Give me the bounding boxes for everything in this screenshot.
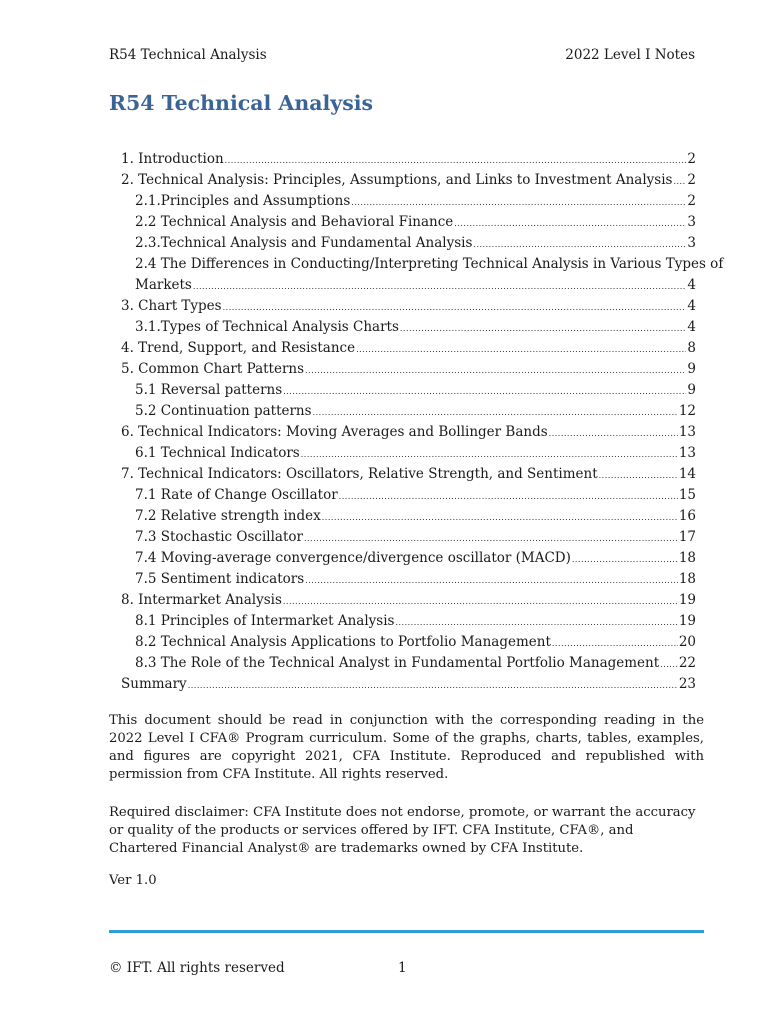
toc-entry[interactable] bbox=[121, 548, 696, 569]
toc-dot-leader bbox=[400, 318, 687, 339]
footer-page-number: 1 bbox=[398, 960, 407, 976]
toc-page-number: 2 bbox=[687, 172, 696, 188]
toc-entry-label: 1. Introduction bbox=[121, 151, 224, 167]
toc-entry-label: Summary bbox=[121, 676, 187, 692]
toc-entry-label: 4. Trend, Support, and Resistance bbox=[121, 340, 356, 356]
toc-entry-label: 6.1 Technical Indicators bbox=[135, 445, 300, 461]
toc-page-number: 15 bbox=[678, 487, 696, 503]
toc-entry-label: 5.1 Reversal patterns bbox=[135, 382, 283, 398]
toc-dot-leader bbox=[188, 675, 678, 696]
toc-entry[interactable] bbox=[121, 170, 696, 191]
toc-entry-label: 2.1.Principles and Assumptions bbox=[135, 193, 351, 209]
intro-paragraph: This document should be read in conjunction with the corresponding reading in the 2022 Level I CFA® Program curriculum. Some of the graphs, charts, tables, examples, and figures are copyright 2021, CFA Institute. Reproduced and republished with permission from CFA Institute. All rights reserved. bbox=[109, 713, 704, 782]
toc-entry-label: 8.3 The Role of the Technical Analyst in Fundamental Portfolio Management bbox=[135, 655, 660, 671]
toc-entry[interactable] bbox=[121, 527, 696, 548]
toc-dot-leader bbox=[322, 507, 678, 528]
toc-page-number: 9 bbox=[687, 382, 696, 398]
toc-entry-label: 7.1 Rate of Change Oscillator bbox=[135, 487, 338, 503]
toc-entry-label: 5.2 Continuation patterns bbox=[135, 403, 312, 419]
toc-entry[interactable] bbox=[121, 506, 696, 527]
toc-page-number: 13 bbox=[678, 445, 696, 461]
toc-entry[interactable] bbox=[121, 632, 696, 653]
toc-entry[interactable] bbox=[121, 317, 696, 338]
toc-dot-leader bbox=[549, 423, 678, 444]
toc-dot-leader bbox=[304, 528, 678, 549]
toc-entry[interactable] bbox=[121, 296, 696, 317]
toc-entry-label: 2.3.Technical Analysis and Fundamental Analysis bbox=[135, 235, 473, 251]
toc-dot-leader bbox=[313, 402, 678, 423]
toc-entry-label: 7.5 Sentiment indicators bbox=[135, 571, 305, 587]
toc-page-number: 23 bbox=[678, 676, 696, 692]
footer-divider bbox=[109, 930, 704, 933]
toc-dot-leader bbox=[283, 381, 686, 402]
toc-entry[interactable] bbox=[121, 674, 696, 695]
toc-page-number: 9 bbox=[687, 361, 696, 377]
toc-dot-leader bbox=[454, 213, 686, 234]
disclaimer-paragraph: Required disclaimer: CFA Institute does not endorse, promote, or warrant the accuracy or quality of the products or services offered by IFT. CFA Institute, CFA®, and Chartered Financial Analyst® are trademarks owned by CFA Institute. bbox=[109, 805, 696, 856]
toc-page-number: 2 bbox=[687, 193, 696, 209]
toc-entry-label: 8.1 Principles of Intermarket Analysis bbox=[135, 613, 395, 629]
toc-entry-label: Markets bbox=[135, 277, 192, 293]
toc-dot-leader bbox=[395, 612, 677, 633]
toc-page-number: 4 bbox=[687, 277, 696, 293]
toc-dot-leader bbox=[301, 444, 678, 465]
toc-page-number: 3 bbox=[687, 235, 696, 251]
toc-dot-leader bbox=[283, 591, 678, 612]
toc-entry[interactable] bbox=[121, 422, 696, 443]
toc-entry-label: 6. Technical Indicators: Moving Averages and Bollinger Bands bbox=[121, 424, 548, 440]
toc-page-number: 18 bbox=[678, 550, 696, 566]
toc-entry[interactable] bbox=[121, 611, 696, 632]
toc-entry[interactable] bbox=[121, 149, 696, 170]
toc-page-number: 19 bbox=[678, 592, 696, 608]
toc-page-number: 3 bbox=[687, 214, 696, 230]
toc-entry-label: 2.2 Technical Analysis and Behavioral Finance bbox=[135, 214, 454, 230]
toc-page-number: 22 bbox=[678, 655, 696, 671]
toc-page-number: 4 bbox=[687, 298, 696, 314]
toc-entry[interactable] bbox=[121, 233, 696, 254]
toc-dot-leader bbox=[673, 171, 686, 192]
toc-entry[interactable] bbox=[121, 380, 696, 401]
toc-entry[interactable] bbox=[121, 338, 696, 359]
toc-dot-leader bbox=[223, 297, 687, 318]
toc-dot-leader bbox=[305, 570, 678, 591]
toc-entry[interactable] bbox=[121, 464, 696, 485]
toc-entry-label: 5. Common Chart Patterns bbox=[121, 361, 305, 377]
toc-entry[interactable] bbox=[121, 359, 696, 380]
toc-page-number: 19 bbox=[678, 613, 696, 629]
toc-dot-leader bbox=[473, 234, 686, 255]
toc-entry[interactable] bbox=[135, 275, 696, 296]
toc-entry-label: 7.2 Relative strength index bbox=[135, 508, 321, 524]
version-label: Ver 1.0 bbox=[109, 873, 157, 888]
toc-dot-leader bbox=[305, 360, 686, 381]
toc-dot-leader bbox=[660, 654, 678, 675]
toc-entry[interactable] bbox=[121, 443, 696, 464]
toc-entry-label: 7. Technical Indicators: Oscillators, Relative Strength, and Sentiment bbox=[121, 466, 598, 482]
toc-entry-label: 3.1.Types of Technical Analysis Charts bbox=[135, 319, 399, 335]
toc-page-number: 4 bbox=[687, 319, 696, 335]
toc-entry-label: 2. Technical Analysis: Principles, Assumptions, and Links to Investment Analysis bbox=[121, 172, 673, 188]
toc-page-number: 16 bbox=[678, 508, 696, 524]
toc-entry[interactable] bbox=[121, 191, 696, 212]
toc-entry[interactable] bbox=[121, 212, 696, 233]
toc-entry-label-line1: 2.4 The Differences in Conducting/Interpreting Technical Analysis in Various Types of bbox=[135, 256, 724, 272]
toc-page-number: 17 bbox=[678, 529, 696, 545]
toc-entry-label: 7.4 Moving-average convergence/divergence oscillator (MACD) bbox=[135, 550, 571, 566]
toc-entry-multiline[interactable] bbox=[121, 254, 724, 296]
toc-page-number: 12 bbox=[678, 403, 696, 419]
toc-dot-leader bbox=[193, 276, 687, 297]
toc-dot-leader bbox=[351, 192, 686, 213]
toc-entry-label: 7.3 Stochastic Oscillator bbox=[135, 529, 303, 545]
footer-copyright: © IFT. All rights reserved bbox=[109, 960, 285, 976]
toc-page-number: 18 bbox=[678, 571, 696, 587]
toc-page-number: 8 bbox=[687, 340, 696, 356]
header-reading-title: R54 Technical Analysis bbox=[109, 47, 267, 63]
toc-entry[interactable] bbox=[121, 590, 696, 611]
toc-entry[interactable] bbox=[121, 485, 696, 506]
toc-dot-leader bbox=[356, 339, 686, 360]
toc-dot-leader bbox=[552, 633, 678, 654]
toc-entry-label: 3. Chart Types bbox=[121, 298, 222, 314]
toc-dot-leader bbox=[339, 486, 678, 507]
toc-entry[interactable] bbox=[121, 569, 696, 590]
toc-entry-label: 8.2 Technical Analysis Applications to Portfolio Management bbox=[135, 634, 551, 650]
toc-dot-leader bbox=[599, 465, 678, 486]
toc-page-number: 20 bbox=[678, 634, 696, 650]
header-notes-label: 2022 Level I Notes bbox=[565, 47, 695, 63]
toc-entry[interactable] bbox=[121, 401, 696, 422]
toc-entry[interactable] bbox=[121, 653, 696, 674]
toc-page-number: 2 bbox=[687, 151, 696, 167]
table-of-contents bbox=[121, 149, 724, 695]
toc-dot-leader bbox=[572, 549, 678, 570]
toc-dot-leader bbox=[225, 150, 687, 171]
toc-page-number: 13 bbox=[678, 424, 696, 440]
page-title: R54 Technical Analysis bbox=[109, 91, 374, 115]
toc-page-number: 14 bbox=[678, 466, 696, 482]
toc-entry-label: 8. Intermarket Analysis bbox=[121, 592, 282, 608]
